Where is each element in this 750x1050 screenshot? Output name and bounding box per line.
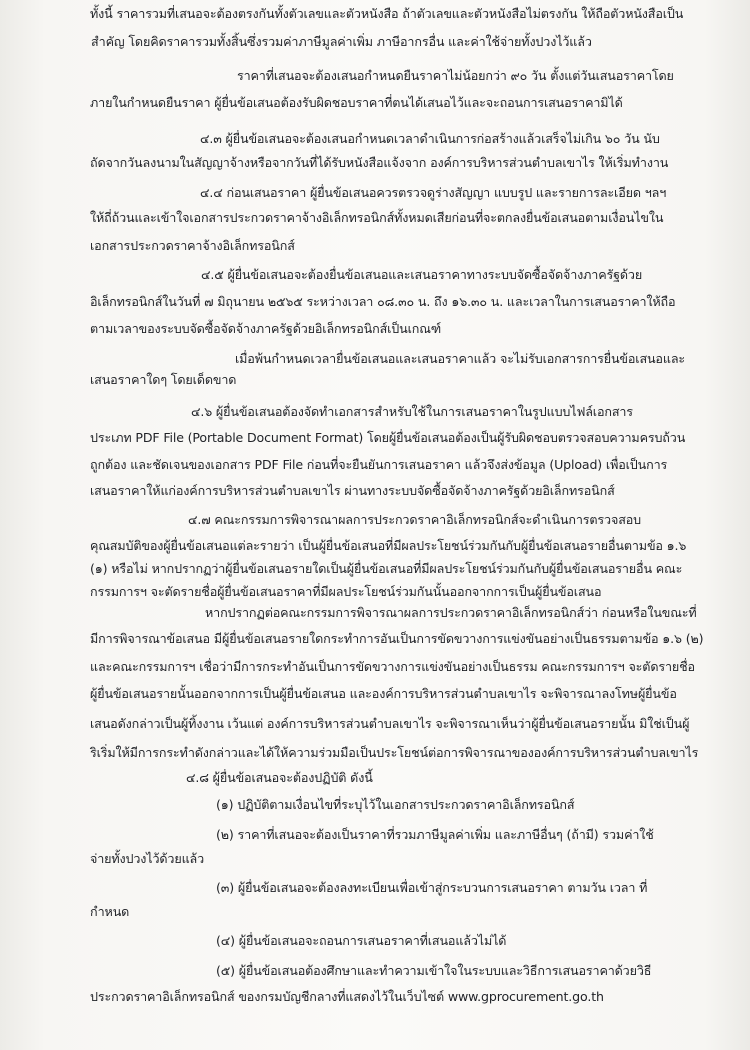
text-line: ผู้ยื่นข้อเสนอรายนั้นออกจากการเป็นผู้ยื่นข้อเสนอ และองค์การบริหารส่วนตำบลเขาไร จะพิจารณาลงโทษผู้ยื่นข้อ — [90, 686, 677, 701]
text-line: ๔.๕ ผู้ยื่นข้อเสนอจะต้องยื่นข้อเสนอและเสนอราคาทางระบบจัดซื้อจัดจ้างภาครัฐด้วย — [201, 267, 643, 282]
text-line: สำคัญ โดยคิดราคารวมทั้งสิ้นซึ่งรวมค่าภาษีมูลค่าเพิ่ม ภาษีอากรอื่น และค่าใช้จ่ายทั้งปวงไว้แล้ว — [91, 34, 592, 49]
text-line: ๔.๓ ผู้ยื่นข้อเสนอจะต้องเสนอกำหนดเวลาดำเนินการก่อสร้างแล้วเสร็จไม่เกิน ๖๐ วัน นับ — [200, 131, 660, 146]
text-line: เสนอราคาใดๆ โดยเด็ดขาด — [90, 372, 237, 387]
text-line: ๔.๗ คณะกรรมการพิจารณาผลการประกวดราคาอิเล็กทรอนิกส์จะดำเนินการตรวจสอบ — [188, 512, 641, 527]
text-line: เสนอดังกล่าวเป็นผู้ทิ้งงาน เว้นแต่ องค์การบริหารส่วนตำบลเขาไร จะพิจารณาเห็นว่าผู้ยื่นข้อเสนอรายนั้น มิใช่เป็นผู้ — [90, 716, 690, 731]
text-line: ราคาที่เสนอจะต้องเสนอกำหนดยืนราคาไม่น้อยกว่า ๙๐ วัน ตั้งแต่วันเสนอราคาโดย — [237, 68, 674, 83]
text-line: (๕) ผู้ยื่นข้อเสนอต้องศึกษาและทำความเข้าใจในระบบและวิธีการเสนอราคาด้วยวิธี — [216, 963, 652, 978]
text-line: อิเล็กทรอนิกส์ในวันที่ ๗ มิถุนายน ๒๕๖๕ ระหว่างเวลา ๐๘.๓๐ น. ถึง ๑๖.๓๐ น. และเวลาในการเสนอราคาให้ถือ — [90, 294, 676, 309]
text-line: ทั้งนี้ ราคารวมที่เสนอจะต้องตรงกันทั้งตัวเลขและตัวหนังสือ ถ้าตัวเลขและตัวหนังสือไม่ตรงกัน ให้ถือตัวหนังสือเป็น — [90, 6, 684, 21]
text-line: ประเภท PDF File (Portable Document Format) โดยผู้ยื่นข้อเสนอต้องเป็นผู้รับผิดชอบตรวจสอบความครบถ้วน — [90, 430, 686, 445]
text-line: เอกสารประกวดราคาจ้างอิเล็กทรอนิกส์ — [90, 238, 295, 253]
text-line: ให้ถี่ถ้วนและเข้าใจเอกสารประกวดราคาจ้างอิเล็กทรอนิกส์ทั้งหมดเสียก่อนที่จะตกลงยื่นข้อเสนอตามเงื่อนไขใน — [90, 210, 664, 225]
text-line: ถูกต้อง และชัดเจนของเอกสาร PDF File ก่อนที่จะยืนยันการเสนอราคา แล้วจึงส่งข้อมูล (Upload) เพื่อเป็นการ — [90, 457, 668, 472]
text-line: ริเริ่มให้มีการกระทำดังกล่าวและได้ให้ความร่วมมือเป็นประโยชน์ต่อการพิจารณาขององค์การบริหารส่วนตำบลเขาไร — [90, 745, 699, 760]
text-line: (๓) ผู้ยื่นข้อเสนอจะต้องลงทะเบียนเพื่อเข้าสู่กระบวนการเสนอราคา ตามวัน เวลา ที่ — [216, 880, 648, 895]
text-line: ๔.๘ ผู้ยื่นข้อเสนอจะต้องปฏิบัติ ดังนี้ — [186, 770, 373, 785]
text-line: (๒) ราคาที่เสนอจะต้องเป็นราคาที่รวมภาษีมูลค่าเพิ่ม และภาษีอื่นๆ (ถ้ามี) รวมค่าใช้ — [216, 827, 654, 842]
text-line: และคณะกรรมการฯ เชื่อว่ามีการกระทำอันเป็นการขัดขวางการแข่งขันอย่างเป็นธรรม คณะกรรมการฯ จะตัดรายชื่อ — [90, 659, 695, 674]
text-line: กรรมการฯ จะตัดรายชื่อผู้ยื่นข้อเสนอราคาที่มีผลประโยชน์ร่วมกันนั้นออกจากการเป็นผู้ยื่นข้อเสนอ — [90, 584, 602, 599]
text-line: ประกวดราคาอิเล็กทรอนิกส์ ของกรมบัญชีกลางที่แสดงไว้ในเว็บไซต์ www.gprocurement.go.th — [90, 989, 604, 1004]
text-line: ตามเวลาของระบบจัดซื้อจัดจ้างภาครัฐด้วยอิเล็กทรอนิกส์เป็นเกณฑ์ — [90, 321, 442, 336]
text-line: เมื่อพ้นกำหนดเวลายื่นข้อเสนอและเสนอราคาแล้ว จะไม่รับเอกสารการยื่นข้อเสนอและ — [235, 351, 685, 366]
text-line: หากปรากฏต่อคณะกรรมการพิจารณาผลการประกวดราคาอิเล็กทรอนิกส์ว่า ก่อนหรือในขณะที่ — [205, 605, 697, 620]
text-line: กำหนด — [90, 904, 130, 919]
text-line: ๔.๔ ก่อนเสนอราคา ผู้ยื่นข้อเสนอควรตรวจดูร่างสัญญา แบบรูป และรายการละเอียด ฯลฯ — [200, 185, 667, 200]
text-line: เสนอราคาให้แก่องค์การบริหารส่วนตำบลเขาไร ผ่านทางระบบจัดซื้อจัดจ้างภาครัฐด้วยอิเล็กทรอนิกส์ — [90, 483, 615, 498]
text-line: คุณสมบัติของผู้ยื่นข้อเสนอแต่ละรายว่า เป็นผู้ยื่นข้อเสนอที่มีผลประโยชน์ร่วมกันกับผู้ยื่นข้อเสนอรายอื่นตามข้อ ๑.๖ — [90, 538, 687, 553]
text-line: มีการพิจารณาข้อเสนอ มีผู้ยื่นข้อเสนอรายใดกระทำการอันเป็นการขัดขวางการแข่งขันอย่างเป็นธรรมตามข้อ ๑.๖ (๒) — [90, 631, 704, 646]
text-line: (๑) หรือไม่ หากปรากฏว่าผู้ยื่นข้อเสนอรายใดเป็นผู้ยื่นข้อเสนอที่มีผลประโยชน์ร่วมกันกับผู้ยื่นข้อเสนอรายอื่น คณะ — [90, 561, 683, 576]
text-line: (๑) ปฏิบัติตามเงื่อนไขที่ระบุไว้ในเอกสารประกวดราคาอิเล็กทรอนิกส์ — [216, 797, 575, 812]
text-line: ภายในกำหนดยืนราคา ผู้ยื่นข้อเสนอต้องรับผิดชอบราคาที่ตนได้เสนอไว้และจะถอนการเสนอราคามิได้ — [90, 95, 623, 110]
text-line: (๔) ผู้ยื่นข้อเสนอจะถอนการเสนอราคาที่เสนอแล้วไม่ได้ — [216, 933, 507, 948]
text-line: ถัดจากวันลงนามในสัญญาจ้างหรือจากวันที่ได้รับหนังสือแจ้งจาก องค์การบริหารส่วนตำบลเขาไร ให้เริ่มทำงาน — [90, 155, 669, 170]
text-line: จ่ายทั้งปวงไว้ด้วยแล้ว — [90, 851, 205, 866]
text-line: ๔.๖ ผู้ยื่นข้อเสนอต้องจัดทำเอกสารสำหรับใช้ในการเสนอราคาในรูปแบบไฟล์เอกสาร — [191, 404, 633, 419]
